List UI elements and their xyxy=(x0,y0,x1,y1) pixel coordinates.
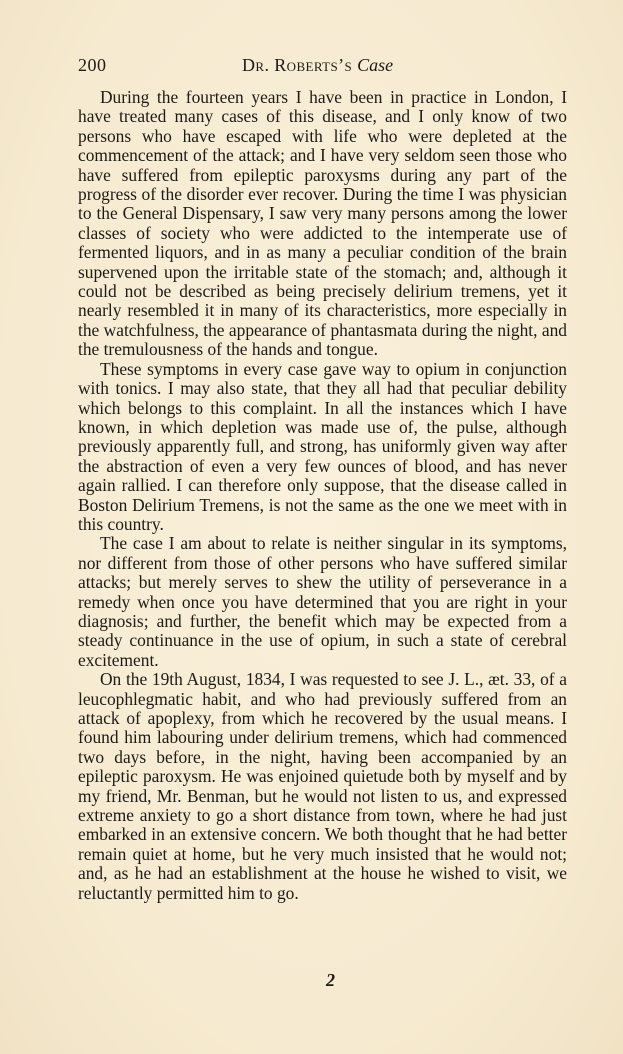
paragraph-2: These symptoms in every case gave way to opium in conjunction with tonics. I may also state, that they all had that peculiar debility which belongs to this complaint. In all the instances which I have known, in which depletion was made use of, the pulse, although previously apparently full, and strong, has uniformly given way after the abstraction of even a very few ounces of blood, and has never again rallied. I can therefore only suppose, that the disease called in Boston Delirium Tremens, is not the same as the one we meet with in this country. xyxy=(78,358,567,534)
signature-mark: 2 xyxy=(326,970,335,990)
page-number: 200 xyxy=(78,55,107,75)
body-text xyxy=(78,88,567,903)
running-head-italic: Case xyxy=(357,55,394,75)
paragraph-4: On the 19th August, 1834, I was requested to see J. L., æt. 33, of a leucophlegmatic habit, and who had previously suffered from an attack of apoplexy, from which he recovered by the usual means. I found him labouring under delirium tremens, which had commenced two days before, in the night, having been accompanied by an epileptic paroxysm. He was enjoined quietude both by myself and by my friend, Mr. Benman, but he would not listen to us, and expressed extreme anxiety to go a short distance from town, where he had just embarked in an extensive concern. We both thought that he had better remain quiet at home, but he very much insisted that he would not; and, as he had an establishment at the house he wished to visit, we reluctantly permitted him to go. xyxy=(78,669,567,903)
paragraph-1: During the fourteen years I have been in practice in London, I have treated many cases of this disease, and I only know of two persons who have escaped with life who were depleted at the commencement of the attack; and I have very seldom seen those who have suffered from epileptic paroxysms during any part of the progress of the disorder ever recover. During the time I was physician to the General Dispensary, I saw very many persons among the lower classes of society who were addicted to the intemperate use of fermented liquors, and in as many a peculiar condition of the brain supervened upon the irritable state of the stomach; and, although it could not be described as being precisely delirium tremens, yet it nearly resembled it in many of its characteristics, more especially in the watchfulness, the appearance of phantasmata during the night, and the tremulousness of the hands and tongue. xyxy=(78,87,567,360)
page-header xyxy=(78,55,568,79)
paragraph-3: The case I am about to relate is neither singular in its symptoms, nor different from those of other persons who have suffered similar attacks; but merely serves to shew the utility of perseverance in a remedy when once you have determined that you are right in your diagnosis; and further, the benefit which may be expected from a steady continuance in the use of opium, in such a state of cerebral excitement. xyxy=(78,533,567,670)
running-head-title: Dr. Roberts’s xyxy=(242,55,358,75)
running-head xyxy=(242,55,393,76)
